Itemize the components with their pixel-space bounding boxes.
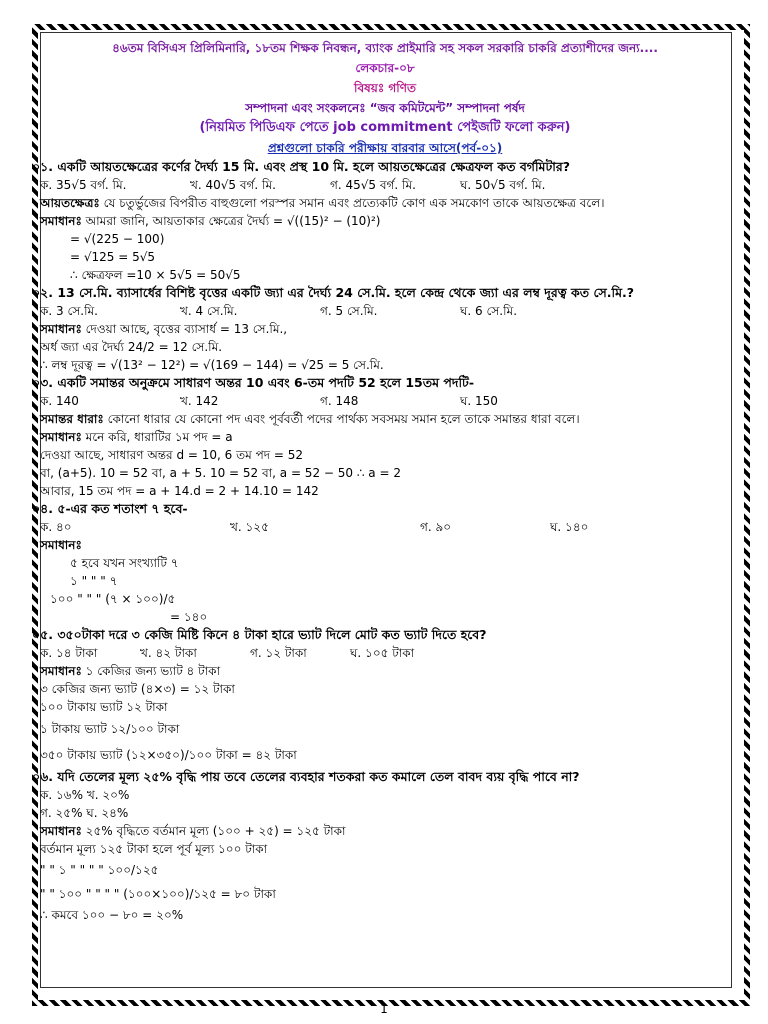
header-line-3: বিষয়ঃ গণিত [354, 81, 416, 95]
definition-3 [40, 410, 730, 428]
options-1 [40, 176, 730, 194]
options-6b: গ. ২৫% ঘ. ২৪% [40, 806, 129, 820]
solution-step: ∴ কমবে ১০০ − ৮০ = ২০% [40, 908, 184, 922]
document-page [32, 38, 730, 924]
solution-step: ∴ লম্ব দূরত্ব = √(13² − 12²) = √(169 − 144) = √25 = 5 সে.মি. [40, 358, 384, 372]
solution-step: ১০০ টাকায় ভ্যাট ১২ টাকা [40, 700, 168, 714]
solution-step: ৫ হবে যখন সংখ্যাটি ৭ [70, 556, 179, 570]
question-5: ০৫. ৩৫০টাকা দরে ৩ কেজি মিষ্টি কিনে ৪ টাকা হারে ভ্যাট দিলে মোট কত ভ্যাট দিতে হবে? [32, 627, 487, 642]
solution-label: সমাধানঃ [40, 214, 82, 228]
definition-label: আয়তক্ষেত্রঃ [40, 196, 100, 210]
option: ঘ. 6 সে.মি. [460, 304, 518, 318]
solution-step: আমরা জানি, আয়তাকার ক্ষেত্রের দৈর্ঘ্য = √((15)² − (10)²) [81, 214, 381, 228]
solution-step: ১ কেজির জন্য ভ্যাট ৪ টাকা [81, 664, 221, 678]
header-line-6: প্রশ্নগুলো চাকরি পরীক্ষায় বারবার আসে(পর্ব-০১) [267, 141, 503, 155]
solution-label: সমাধানঃ [40, 538, 82, 552]
solution-label: সমাধানঃ [40, 824, 82, 838]
page-number: 1 [380, 1002, 388, 1016]
options-4 [40, 518, 730, 536]
solution-label: সমাধানঃ [40, 430, 82, 444]
question-6: ০৬. যদি তেলের মূল্য ২৫% বৃদ্ধি পায় তবে তেলের ব্যবহার শতকরা কত কমালে তেল বাবদ ব্যয় বৃদ্ধি পাবে না? [32, 769, 580, 784]
solution-2 [40, 320, 730, 338]
option: ঘ. 150 [460, 394, 498, 408]
options-3 [40, 392, 730, 410]
option: ক. 35√5 বর্গ. মি. [40, 178, 127, 192]
option: ক. ৪০ [40, 520, 72, 534]
solution-step: ৩৫০ টাকায় ভ্যাট (১২×৩৫০)/১০০ টাকা = ৪২ টাকা [40, 748, 297, 762]
solution-step: = ১৪০ [170, 610, 208, 624]
option: গ. ৯০ [420, 520, 452, 534]
solution-step: দেওয়া আছে, বৃত্তের ব্যাসার্ধ = 13 সে.মি., [81, 322, 288, 336]
question-4: ০৪. ৫-এর কত শতাংশ ৭ হবে- [32, 501, 188, 516]
options-5 [40, 644, 730, 662]
option: ঘ. ১০৫ টাকা [350, 646, 415, 660]
question-1: ০১. একটি আয়তক্ষেত্রের কর্ণের দৈর্ঘ্য 15 মি. এবং প্রস্থ 10 মি. হলে আয়তক্ষেত্রের ক্ষেত্রফল কত বর্গমিটার? [32, 159, 571, 174]
solution-step: = √(225 − 100) [70, 232, 165, 246]
option: ক. 140 [40, 394, 79, 408]
solution-step: " " ১ " " " " ১০০/১২৫ [40, 863, 159, 877]
solution-3 [40, 428, 730, 446]
header-line-1: ৪৬তম বিসিএস প্রিলিমিনারি, ১৮তম শিক্ষক নিবন্ধন, ব্যাংক প্রাইমারি সহ সকল সরকারি চাকরি প্রত্যাশীদের জন্য.... [112, 41, 658, 55]
option: গ. 148 [320, 394, 359, 408]
option: গ. 45√5 বর্গ. মি. [330, 178, 416, 192]
solution-1 [40, 212, 730, 230]
solution-step: আবার, 15 তম পদ = a + 14.d = 2 + 14.10 = 142 [40, 484, 319, 498]
solution-step: দেওয়া আছে, সাধারণ অন্তর d = 10, 6 তম পদ = 52 [40, 448, 303, 462]
option: গ. ১২ টাকা [250, 646, 307, 660]
question-2: ০২. 13 সে.মি. ব্যাসার্ধের বিশিষ্ট বৃত্তের একটি জ্যা এর দৈর্ঘ্য 24 সে.মি. হলে কেন্দ্র থেকে জ্যা এর লম্ব দূরত্ব কত সে.মি.? [32, 285, 635, 300]
header-line-4: সম্পাদনা এবং সংকলনেঃ “জব কমিটমেন্ট” সম্পাদনা পর্ষদ [245, 101, 525, 115]
option: খ. 40√5 বর্গ. মি. [190, 178, 276, 192]
solution-step: মনে করি, ধারাটির ১ম পদ = a [81, 430, 233, 444]
solution-label: সমাধানঃ [40, 322, 82, 336]
options-6a: ক. ১৬% খ. ২০% [40, 788, 130, 802]
header-line-2: লেকচার-০৮ [355, 61, 415, 75]
definition-text: কোনো ধারার যে কোনো পদ এবং পূর্ববর্তী পদের পার্থক্য সবসময় সমান হলে তাকে সমান্তর ধারা বলে। [103, 412, 580, 426]
header-line-5: (নিয়মিত পিডিএফ পেতে job commitment পেইজটি ফলো করুন) [199, 120, 571, 135]
option: খ. ৪২ টাকা [140, 646, 197, 660]
option: ক. 3 সে.মি. [40, 304, 98, 318]
option: গ. 5 সে.মি. [320, 304, 378, 318]
option: খ. ১২৫ [230, 520, 269, 534]
solution-step: ২৫% বৃদ্ধিতে বর্তমান মূল্য (১০০ + ২৫) = ১২৫ টাকা [81, 824, 346, 838]
solution-step: ১ টাকায় ভ্যাট ১২/১০০ টাকা [40, 722, 180, 736]
option: খ. 4 সে.মি. [180, 304, 238, 318]
solution-step: = √125 = 5√5 [70, 250, 156, 264]
solution-step: বর্তমান মূল্য ১২৫ টাকা হলে পূর্ব মূল্য ১০০ টাকা [40, 842, 268, 856]
definition-1 [40, 194, 730, 212]
options-2 [40, 302, 730, 320]
solution-label: সমাধানঃ [40, 664, 82, 678]
solution-6 [40, 822, 730, 840]
option: ঘ. 50√5 বর্গ. মি. [460, 178, 546, 192]
definition-label: সমান্তর ধারাঃ [40, 412, 104, 426]
solution-step: ∴ ক্ষেত্রফল =10 × 5√5 = 50√5 [70, 268, 241, 282]
solution-step: অর্ধ জ্যা এর দৈর্ঘ্য 24/2 = 12 সে.মি. [40, 340, 223, 354]
solution-step: বা, (a+5). 10 = 52 বা, a + 5. 10 = 52 বা, a = 52 − 50 ∴ a = 2 [40, 466, 401, 480]
solution-step: ১০০ " " " (৭ × ১০০)/৫ [50, 592, 176, 606]
option: ক. ১৪ টাকা [40, 646, 98, 660]
solution-5 [40, 662, 730, 680]
question-3: ০৩. একটি সমান্তর অনুক্রমে সাধারণ অন্তর 10 এবং 6-তম পদটি 52 হলে 15তম পদটি- [32, 375, 475, 390]
option: খ. 142 [180, 394, 219, 408]
solution-step: " " ১০০ " " " " (১০০×১০০)/১২৫ = ৮০ টাকা [40, 887, 276, 901]
solution-step: ১ " " " ৭ [70, 574, 118, 588]
definition-text: যে চতুর্ভুজের বিপরীত বাহুগুলো পরস্পর সমান এবং প্রত্যেকটি কোণ এক সমকোণ তাকে আয়তক্ষেত্র বলে। [99, 196, 605, 210]
option: ঘ. ১৪০ [550, 520, 589, 534]
solution-step: ৩ কেজির জন্য ভ্যাট (৪×৩) = ১২ টাকা [40, 682, 235, 696]
